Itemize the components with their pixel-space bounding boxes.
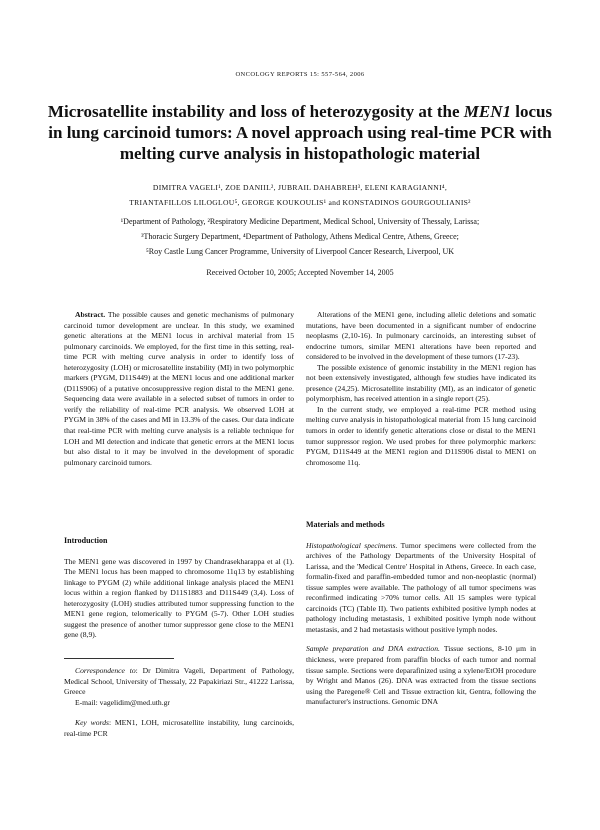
abstract	[64, 310, 294, 468]
methods-heading: Materials and methods	[306, 520, 385, 529]
body-paragraph: The possible existence of genomic instability in the MEN1 region has not been extensively investigated, although few studies have indicated its presence (24,25). Microsatellite instability (MI), as an indicator of genetic polymorphism, has received attention in a single report (25).	[306, 362, 536, 404]
author-list	[40, 180, 560, 210]
introduction-text: The MEN1 gene was discovered in 1997 by Chandrasekharappa et al (1). The MEN1 locus has been mapped to chromosome 11q13 by establishing linkage to PYGM (2) while additional linkage analysis placed the MEN1 locus within a region flanked by D11S1883 and D11S449 (3,4). Loss of heterozygosity (LOH) studies attributed tumor suppressing function to the MEN1 gene region, telomerically to PYGM (5-7). Other LOH studies suggest the presence of another tumor suppressor gene close to the MEN1 gene (8,9).	[64, 556, 294, 640]
histo-label: Histopathological specimens.	[306, 540, 398, 550]
footnotes	[64, 666, 294, 739]
correspondence-label: Correspondence to	[75, 666, 136, 675]
correspondence-text: : Dr Dimitra Vageli, Department of Pathology, Medical School, University of Thessaly, 22 Papakiriazi Str., 41222 Larissa, Greece	[64, 666, 295, 697]
title-part-1: Microsatellite instability and loss of heterozygosity at the	[47, 102, 464, 121]
right-column-intro	[306, 310, 536, 468]
sample-label: Sample preparation and DNA extraction.	[306, 644, 440, 654]
body-paragraph: Alterations of the MEN1 gene, including allelic deletions and somatic mutations, have been documented in a significant number of endocrine neoplasms (2,10-16). In pulmonary carcinoids, an interesting subset of endocrine tumors, similar MEN1 alterations have been reported and considered to be involved in the development of these tumors (17-23).	[306, 310, 536, 362]
affiliations	[40, 214, 560, 259]
sample-text: Tissue sections, 8-10 μm in thickness, were prepared from paraffin blocks of each tumor and normal tissue sample. Sections were deparafinized using a xylene/EtOH procedure by Wright and Manos (26). DNA was extracted from the tissue sections using the Paregene® Cell and Tissue extraction kit, Gentra, following the manufacturer's instructions. Genomic DNA	[306, 644, 536, 707]
keywords-label: Key words	[75, 718, 109, 728]
body-paragraph: In the current study, we employed a real-time PCR method using melting curve analysis in histopathological material from 15 lung carcinoid tumors in order to identify genetic alterations close or distal to the MEN1 tumor suppressor region. We used probes for three polymorphic markers: PYGM, D11S449 at the MEN1 region and D11S906 distal to MEN1 on chromosome 11q.	[306, 404, 536, 467]
affiliation-line: ¹Department of Pathology, ²Respiratory Medicine Department, Medical School, University of Thessaly, Larissa;	[120, 217, 480, 226]
introduction-heading: Introduction	[64, 536, 108, 545]
introduction-section	[64, 536, 294, 641]
authors-line-2: TRIANTAFILLOS LILOGLOU⁵, GEORGE KOUKOULIS¹ and KONSTADINOS GOURGOULIANIS²	[129, 198, 471, 207]
methods-section	[306, 520, 536, 708]
affiliation-line: ³Thoracic Surgery Department, ⁴Department of Pathology, Athens Medical Centre, Athens, Greece;	[141, 232, 459, 241]
article-title	[40, 101, 560, 164]
affiliation-line: ⁵Roy Castle Lung Cancer Programme, University of Liverpool Cancer Research, Liverpool, UK	[145, 247, 455, 256]
histo-text: Tumor specimens were collected from the archives of the Pathology Departments of the University Hospital of Larissa, and the 'Medical Centre' Hospital in Athens, Greece. In each case, formalin-fixed and paraffin-embedded tumor and non-neoplastic (normal) tissue samples were available. The pathology of all tumor specimens was reconfirmed indicating >70% tumor cells. All 15 samples were typical carcinoids (TC) (Table II). Two patients exhibited positive lymph nodes at pathology including metastasis, 1 exhibited positive lymph node without metastasis, and 2 had metastasis without positive lymph nodes.	[306, 540, 536, 634]
received-accepted-dates: Received October 10, 2005; Accepted November 14, 2005	[206, 268, 394, 277]
title-part-2: locus in lung carcinoid tumors: A novel approach using real-time PCR with melting curve analysis in histopathologic material	[48, 102, 553, 163]
footnote-divider	[64, 658, 174, 659]
correspondence-email: E-mail: vagelidim@med.uth.gr	[75, 697, 170, 707]
abstract-label: Abstract.	[75, 310, 106, 319]
title-gene-name: MEN1	[463, 102, 511, 121]
abstract-text: The possible causes and genetic mechanisms of pulmonary carcinoid tumor development are unclear. In this study, we examined genetic alterations at the MEN1 locus in archival material from 15 pulmonary carcinoids. We employed, for the first time in this setting, real-time PCR with melting curve analysis in order to identify loss of heterozygosity (LOH) or microsatellite instability (MI) in two polymorphic markers (PYGM, D11S449) at the MEN1 locus and one additional marker (D11S906) of a putative oncosuppressive region distal to the MEN1 gene. Sequencing data were available in a selected subset of tumors in order to verify the reliability of real-time PCR analysis. We observed LOH at PYGM in 38% of the cases and MI in 13.3% of the cases. Our data indicate that real-time PCR with melting curve analysis is a reliable technique for LOH and MI detection and indicate that genetic errors at the MEN1 locus but also distal to it may be involved in the development of sporadic pulmonary carcinoid tumors.	[64, 310, 294, 467]
authors-line-1: DIMITRA VAGELI¹, ZOE DANIIL², JUBRAIL DAHABREH³, ELENI KARAGIANNI⁴,	[152, 183, 448, 192]
journal-header: ONCOLOGY REPORTS 15: 557-564, 2006	[235, 71, 365, 78]
keywords-text: : MEN1, LOH, microsatellite instability, lung carcinoids, real-time PCR	[64, 718, 294, 738]
